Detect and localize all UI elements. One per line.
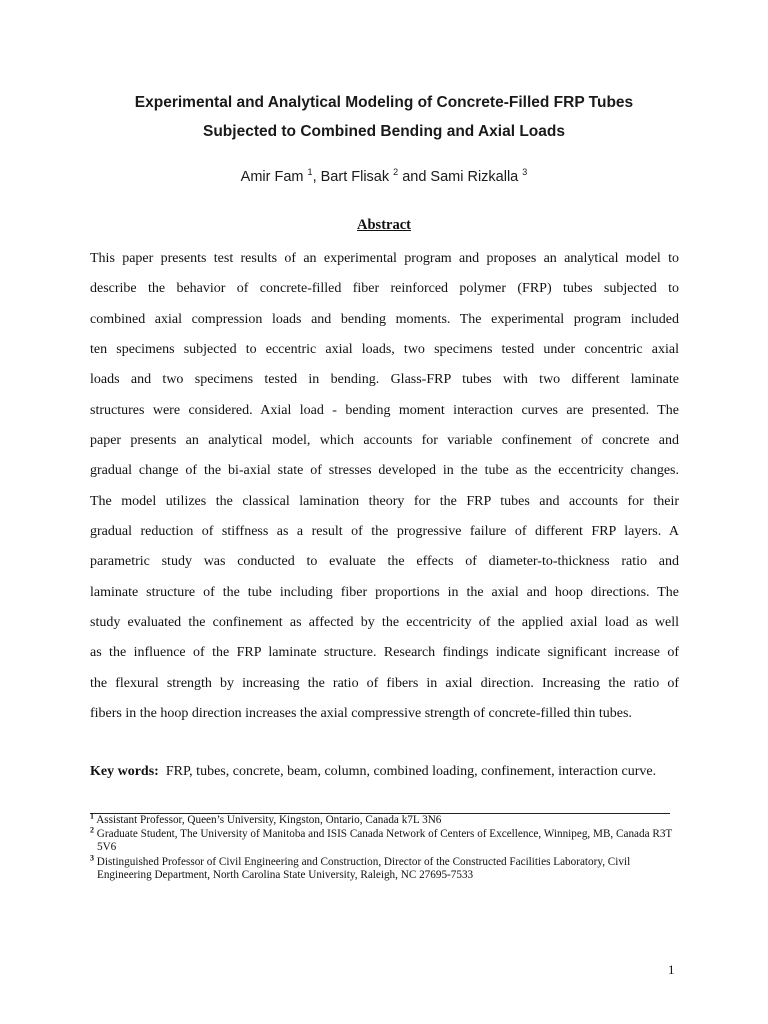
author-affiliation-mark: 1 (307, 167, 313, 178)
abstract-line: laminate structure of the tube including fiber proportions in the axial and hoop directions. The (90, 584, 679, 600)
author-separator: , (312, 169, 321, 185)
footnote-number: 1 (90, 811, 94, 821)
footnote-number: 3 (90, 852, 94, 862)
abstract-line: gradual change of the bi-axial state of stresses developed in the tube as the eccentricity changes. (90, 463, 679, 479)
abstract-line: loads and two specimens tested in bending. Glass-FRP tubes with two different laminate (90, 372, 679, 388)
footnote (90, 825, 680, 854)
keywords-label: Key words: (90, 764, 159, 779)
footnote-text: Distinguished Professor of Civil Engineering and Construction, Director of the Constructed Facilities Laboratory, Civil Engineering Department, North Carolina State University, Raleigh, NC 27695-7533 (96, 855, 631, 881)
keywords-text: FRP, tubes, concrete, beam, column, combined loading, confinement, interaction curve. (165, 764, 657, 779)
abstract-line: describe the behavior of concrete-filled fiber reinforced polymer (FRP) tubes subjected to (90, 281, 679, 297)
paper-title-line-1: Experimental and Analytical Modeling of Concrete-Filled FRP Tubes (134, 94, 634, 111)
footnotes (90, 811, 680, 883)
page-number: 1 (668, 962, 675, 977)
abstract-line: fibers in the hoop direction increases the axial compressive strength of concrete-filled thin tubes. (90, 706, 632, 722)
abstract-line: gradual reduction of stiffness as a result of the progressive failure of different FRP layers. A (90, 524, 679, 540)
keywords (90, 763, 679, 781)
abstract-line: ten specimens subjected to eccentric axial loads, two specimens tested under concentric axial (90, 342, 679, 358)
author-list (0, 169, 768, 185)
footnote-text: Graduate Student, The University of Manitoba and ISIS Canada Network of Centers of Excellence, Winnipeg, MB, Canada R3T 5V6 (96, 828, 673, 854)
abstract-line: parametric study was conducted to evaluate the effects of diameter-to-thickness ratio and (90, 554, 679, 570)
abstract-line: structures were considered. Axial load - bending moment interaction curves are presented. The (90, 402, 679, 418)
footnote (90, 811, 680, 827)
author-name: Amir Fam (240, 169, 304, 185)
footnote (90, 852, 680, 882)
author-affiliation-mark: 2 (393, 167, 399, 178)
paper-title-line-2: Subjected to Combined Bending and Axial Loads (203, 123, 565, 140)
author-name: Bart Flisak (320, 169, 390, 185)
author-separator: and (398, 169, 431, 185)
abstract-line: This paper presents test results of an experimental program and proposes an analytical model to (90, 251, 679, 266)
abstract-line: combined axial compression loads and bending moments. The experimental program included (90, 311, 679, 327)
abstract-line: The model utilizes the classical lamination theory for the FRP tubes and accounts for their (90, 493, 679, 509)
abstract-line: paper presents an analytical model, which accounts for variable confinement of concrete and (90, 433, 679, 449)
abstract-line: as the influence of the FRP laminate structure. Research findings indicate significant increase of (90, 645, 679, 661)
author-affiliation-mark: 3 (522, 167, 528, 178)
abstract-line: study evaluated the confinement as affected by the eccentricity of the applied axial load as well (90, 615, 679, 631)
footnote-number: 2 (90, 825, 94, 835)
abstract-line: the flexural strength by increasing the ratio of fibers in axial direction. Increasing the ratio of (90, 675, 679, 691)
author-name: Sami Rizkalla (430, 169, 519, 185)
abstract-body (90, 244, 679, 730)
footnote-text: Assistant Professor, Queen’s University, Kingston, Ontario, Canada k7L 3N6 (96, 814, 442, 826)
abstract-heading: Abstract (357, 217, 411, 233)
